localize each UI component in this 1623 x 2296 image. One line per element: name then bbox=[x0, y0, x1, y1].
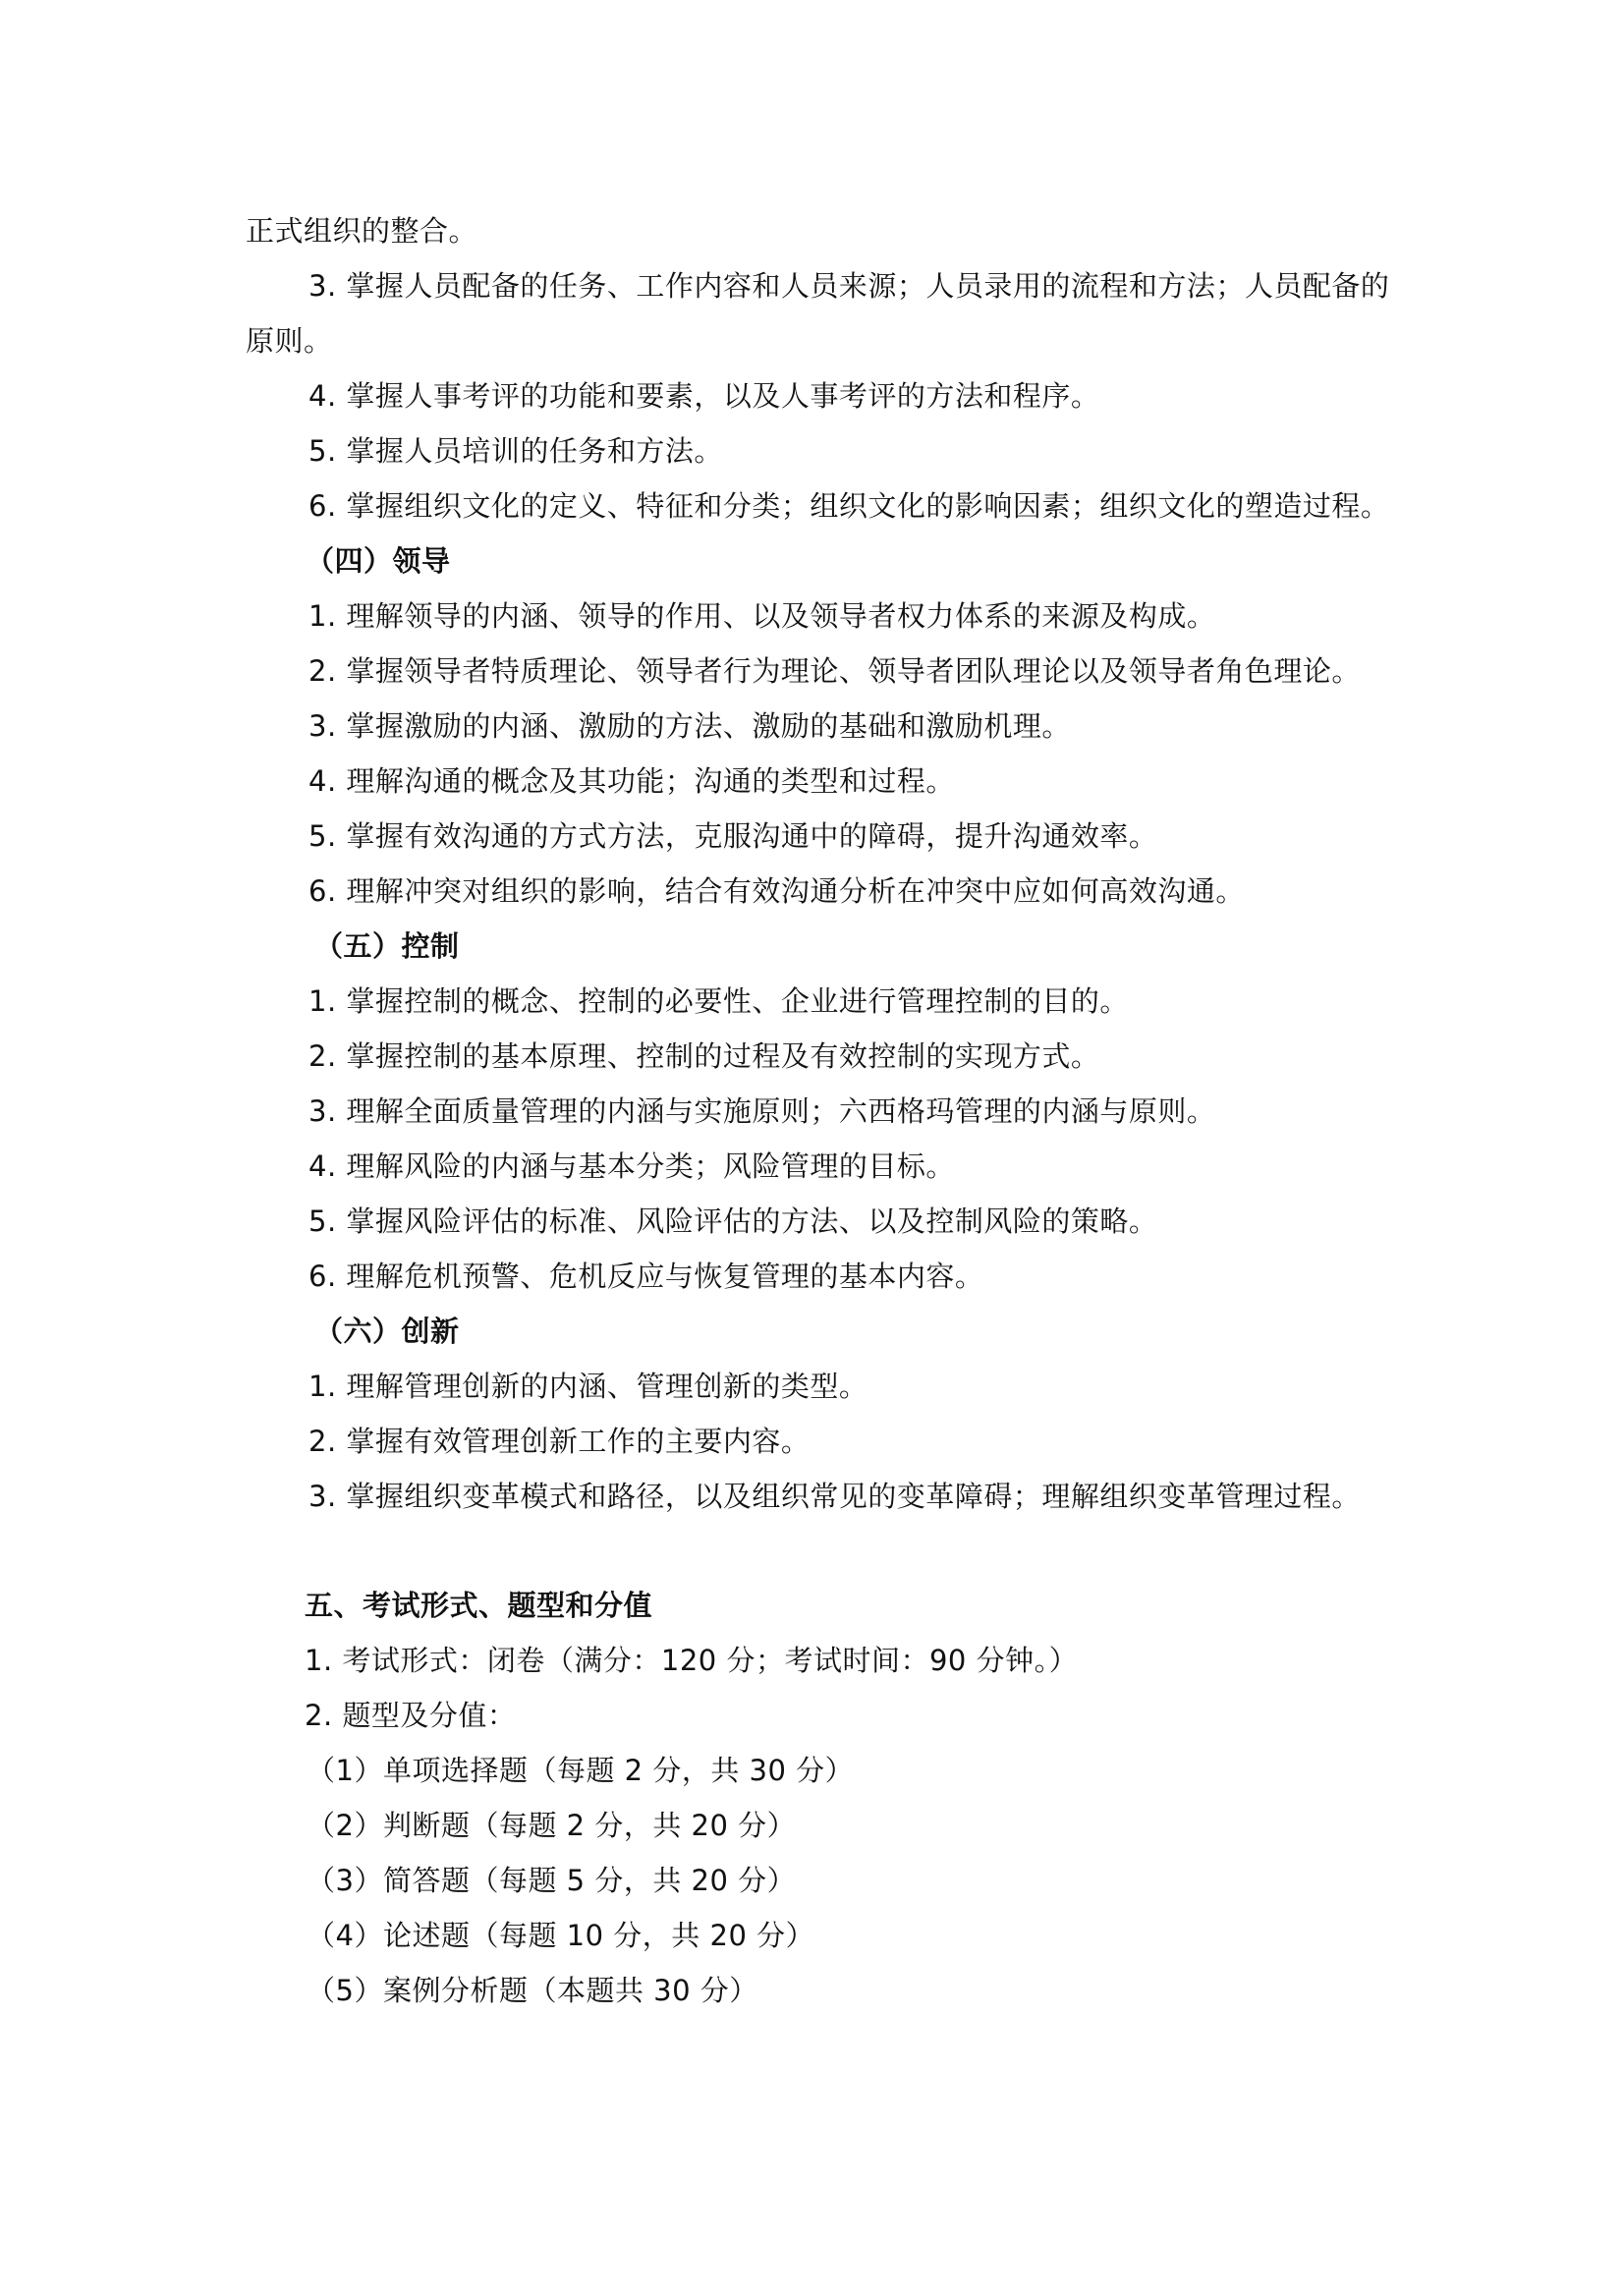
list-item: 2. 题型及分值： bbox=[305, 1699, 517, 1732]
list-item: 2. 掌握领导者特质理论、领导者行为理论、领导者团队理论以及领导者角色理论。 bbox=[308, 654, 1361, 688]
section-heading-control: （五）控制 bbox=[314, 929, 460, 963]
list-item: （4）论述题（每题 10 分，共 20 分） bbox=[307, 1919, 815, 1952]
list-item: 3. 掌握组织变革模式和路径，以及组织常见的变革障碍；理解组织变革管理过程。 bbox=[308, 1480, 1361, 1513]
list-item: 1. 考试形式：闭卷（满分：120 分；考试时间：90 分钟。） bbox=[305, 1644, 1079, 1677]
list-item: 2. 掌握控制的基本原理、控制的过程及有效控制的实现方式。 bbox=[308, 1039, 1100, 1073]
section-heading-exam: 五、考试形式、题型和分值 bbox=[305, 1589, 653, 1622]
list-item: 6. 理解危机预警、危机反应与恢复管理的基本内容。 bbox=[308, 1260, 984, 1293]
list-item: （2）判断题（每题 2 分，共 20 分） bbox=[307, 1809, 797, 1842]
list-item: 1. 理解领导的内涵、领导的作用、以及领导者权力体系的来源及构成。 bbox=[308, 599, 1216, 633]
section-heading-innovation: （六）创新 bbox=[314, 1315, 460, 1348]
list-item: 5. 掌握有效沟通的方式方法，克服沟通中的障碍，提升沟通效率。 bbox=[308, 819, 1158, 853]
list-item: 2. 掌握有效管理创新工作的主要内容。 bbox=[308, 1425, 811, 1458]
list-item: （1）单项选择题（每题 2 分，共 30 分） bbox=[307, 1754, 855, 1787]
list-item: 5. 掌握人员培训的任务和方法。 bbox=[308, 434, 723, 468]
section-heading-leadership: （四）领导 bbox=[306, 544, 451, 578]
list-item: 1. 理解管理创新的内涵、管理创新的类型。 bbox=[308, 1370, 868, 1403]
list-item: 3. 掌握激励的内涵、激励的方法、激励的基础和激励机理。 bbox=[308, 709, 1071, 743]
list-item: 6. 理解冲突对组织的影响，结合有效沟通分析在冲突中应如何高效沟通。 bbox=[308, 874, 1245, 908]
list-item: 3. 掌握人员配备的任务、工作内容和人员来源；人员录用的流程和方法；人员配备的 bbox=[308, 269, 1390, 303]
list-item: 原则。 bbox=[246, 324, 333, 358]
list-item: 4. 理解沟通的概念及其功能；沟通的类型和过程。 bbox=[308, 764, 955, 798]
list-item: 4. 掌握人事考评的功能和要素，以及人事考评的方法和程序。 bbox=[308, 379, 1100, 413]
continuation-text: 正式组织的整合。 bbox=[246, 214, 478, 248]
list-item: 4. 理解风险的内涵与基本分类；风险管理的目标。 bbox=[308, 1149, 955, 1183]
list-item: （5）案例分析题（本题共 30 分） bbox=[307, 1974, 758, 2007]
list-item: 5. 掌握风险评估的标准、风险评估的方法、以及控制风险的策略。 bbox=[308, 1204, 1158, 1238]
list-item: 6. 掌握组织文化的定义、特征和分类；组织文化的影响因素；组织文化的塑造过程。 bbox=[308, 489, 1390, 523]
list-item: 1. 掌握控制的概念、控制的必要性、企业进行管理控制的目的。 bbox=[308, 984, 1129, 1018]
list-item: 3. 理解全面质量管理的内涵与实施原则；六西格玛管理的内涵与原则。 bbox=[308, 1094, 1216, 1128]
list-item: （3）简答题（每题 5 分，共 20 分） bbox=[307, 1864, 797, 1897]
